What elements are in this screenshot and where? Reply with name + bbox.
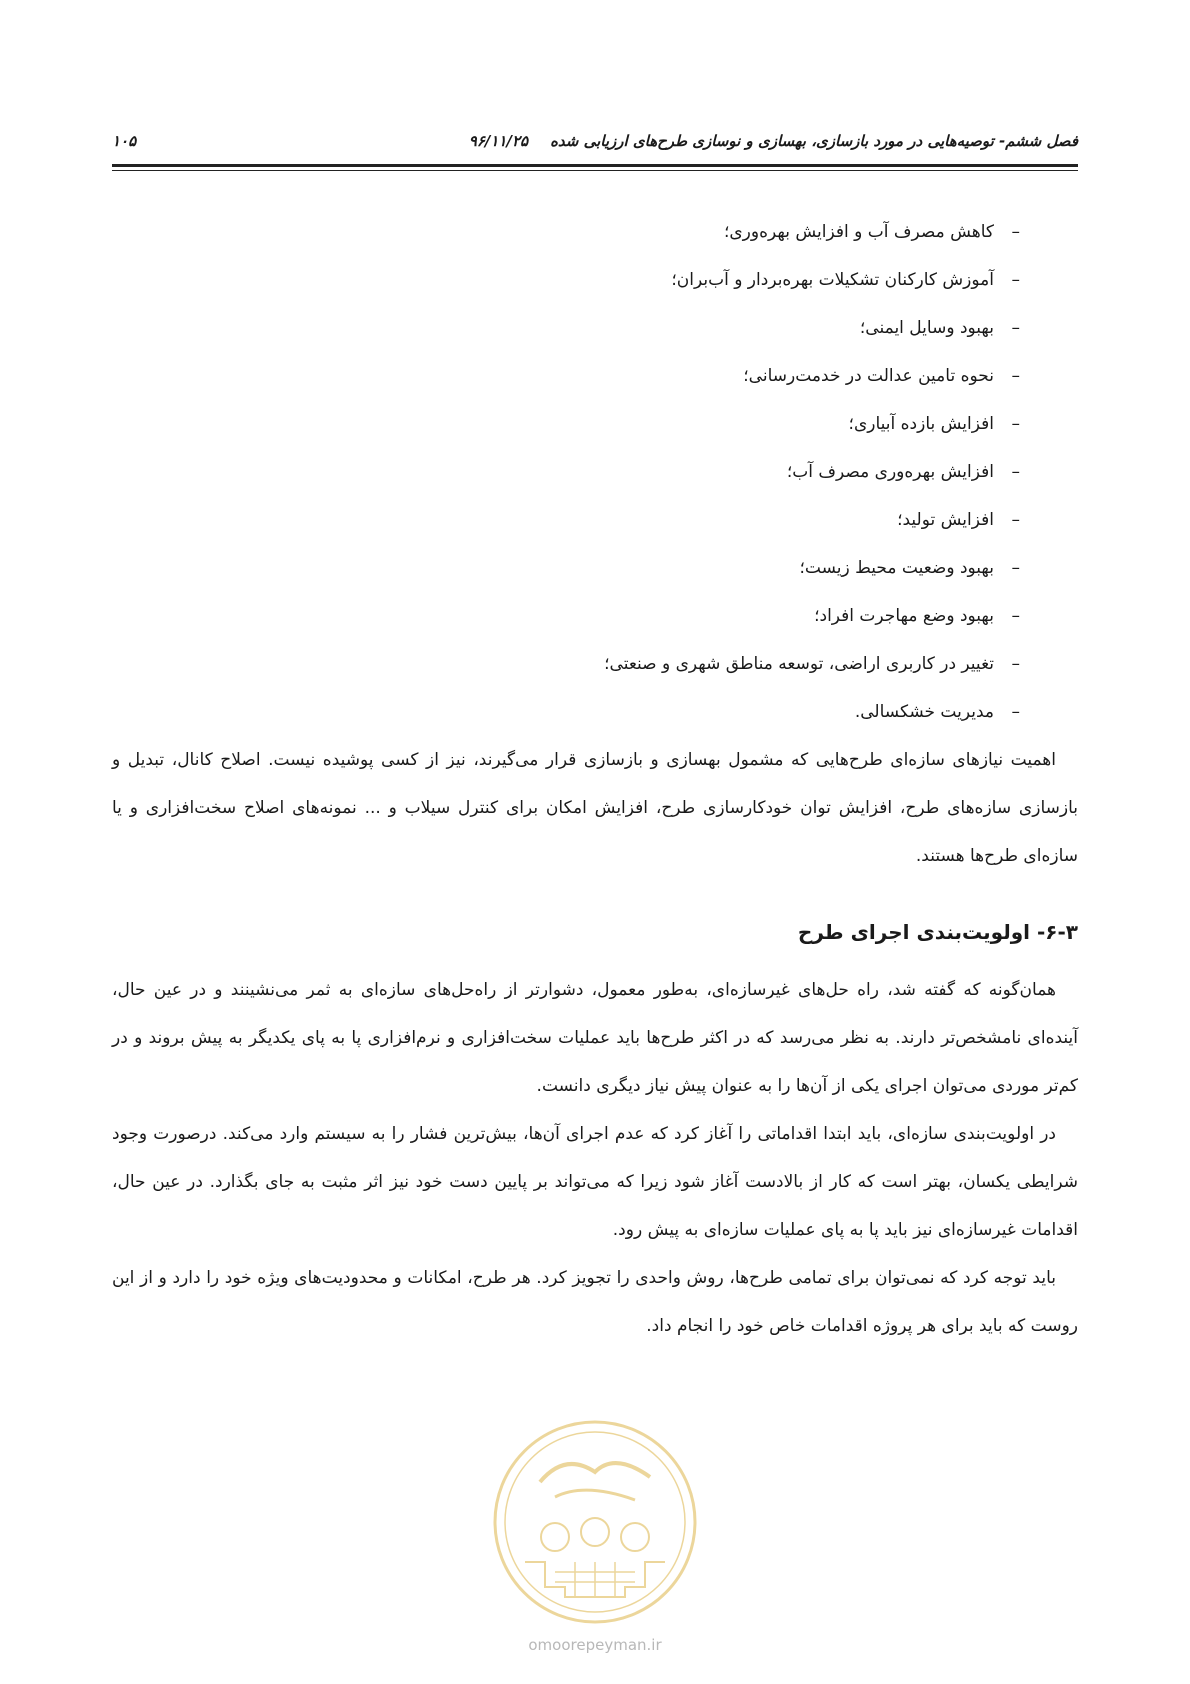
- header-title: [469, 132, 1078, 150]
- watermark-url: omoorepeyman.ir: [528, 1636, 662, 1654]
- bullet-list: [112, 208, 1078, 736]
- bullet-dash: –: [1011, 222, 1020, 242]
- list-item-text: نحوه تامین عدالت در خدمت‌رسانی؛: [743, 366, 994, 386]
- bullet-dash: –: [1011, 606, 1020, 626]
- header-title-text: فصل ششم- توصیه‌هایی در مورد بازسازی، بهسازی و نوسازی طرح‌های ارزیابی شده: [550, 132, 1078, 150]
- list-item-text: افزایش بهره‌وری مصرف آب؛: [786, 462, 994, 482]
- header-rule-thick: [112, 164, 1078, 167]
- list-item: [112, 688, 1020, 736]
- list-item-text: کاهش مصرف آب و افزایش بهره‌وری؛: [723, 222, 994, 242]
- list-item: [112, 208, 1020, 256]
- bullet-dash: –: [1011, 462, 1020, 482]
- bullet-dash: –: [1011, 510, 1020, 530]
- bullet-dash: –: [1011, 270, 1020, 290]
- list-item-text: بهبود وضع مهاجرت افراد؛: [814, 606, 994, 626]
- list-item-text: افزایش بازده آبیاری؛: [848, 414, 994, 434]
- bullet-dash: –: [1011, 558, 1020, 578]
- list-item: [112, 256, 1020, 304]
- list-item-text: آموزش کارکنان تشکیلات بهره‌بردار و آب‌بران؛: [671, 270, 994, 290]
- bullet-dash: –: [1011, 366, 1020, 386]
- body-paragraph: همان‌گونه که گفته شد، راه حل‌های غیرسازه‌ای، به‌طور معمول، دشوارتر از راه‌حل‌های سازه‌ای به ثمر می‌نشینند و در عین حال، آینده‌ای نامشخص‌تر دارند. به نظر می‌رسد که در اکثر طرح‌ها باید عملیات سخت‌افزاری و نرم‌افزاری پا به پای یکدیگر به پیش بروند و در کم‌تر موردی می‌توان اجرای یکی از آن‌ها را به عنوان پیش نیاز دیگری دانست.: [112, 980, 1078, 1096]
- page-body: [112, 208, 1078, 1350]
- list-item-text: تغییر در کاربری اراضی، توسعه مناطق شهری و صنعتی؛: [604, 654, 994, 674]
- body-paragraph: باید توجه کرد که نمی‌توان برای تمامی طرح‌ها، روش واحدی را تجویز کرد. هر طرح، امکانات و محدودیت‌های ویژه خود را دارد و از این روست که باید برای هر پروژه اقدامات خاص خود را انجام داد.: [112, 1268, 1078, 1336]
- list-item: [112, 352, 1020, 400]
- list-item-text: بهبود وضعیت محیط زیست؛: [799, 558, 994, 578]
- list-item: [112, 496, 1020, 544]
- body-paragraph: اهمیت نیازهای سازه‌ای طرح‌هایی که مشمول بهسازی و بازسازی قرار می‌گیرند، نیز از کسی پوشیده نیست. اصلاح کانال، تبدیل و بازسازی سازه‌های طرح، افزایش توان خودکارسازی طرح، افزایش امکان برای کنترل سیلاب و ... نمونه‌های اصلاح سخت‌افزاری و یا سازه‌ای طرح‌ها هستند.: [112, 750, 1078, 866]
- list-item: [112, 400, 1020, 448]
- bullet-dash: –: [1011, 654, 1020, 674]
- list-item: [112, 304, 1020, 352]
- list-item: [112, 640, 1020, 688]
- page-number: ۱۰۵: [112, 132, 137, 150]
- list-item-text: مدیریت خشکسالی.: [854, 702, 994, 722]
- section-heading: ۶-۳- اولویت‌بندی اجرای طرح: [797, 920, 1078, 944]
- bullet-dash: –: [1011, 414, 1020, 434]
- body-paragraph: در اولویت‌بندی سازه‌ای، باید ابتدا اقداماتی را آغاز کرد که عدم اجرای آن‌ها، بیش‌ترین فشار را به سیستم وارد می‌کند. درصورت وجود شرایطی یکسان، بهتر است که کار از بالادست آغاز شود زیرا که می‌تواند بر پایین دست خود نیز اثر مثبت به جای بگذارد. در عین حال، اقدامات غیرسازه‌ای نیز باید پا به پای عملیات سازه‌ای به پیش رود.: [112, 1124, 1078, 1240]
- running-header: [112, 128, 1078, 168]
- list-item: [112, 544, 1020, 592]
- list-item-text: بهبود وسایل ایمنی؛: [859, 318, 994, 338]
- list-item: [112, 448, 1020, 496]
- header-rule-thin: [112, 170, 1078, 171]
- list-item: [112, 592, 1020, 640]
- watermark-logo: [485, 1412, 705, 1632]
- header-date: ۹۶/۱۱/۲۵: [468, 132, 529, 150]
- bullet-dash: –: [1011, 318, 1020, 338]
- bullet-dash: –: [1011, 702, 1020, 722]
- list-item-text: افزایش تولید؛: [897, 510, 994, 530]
